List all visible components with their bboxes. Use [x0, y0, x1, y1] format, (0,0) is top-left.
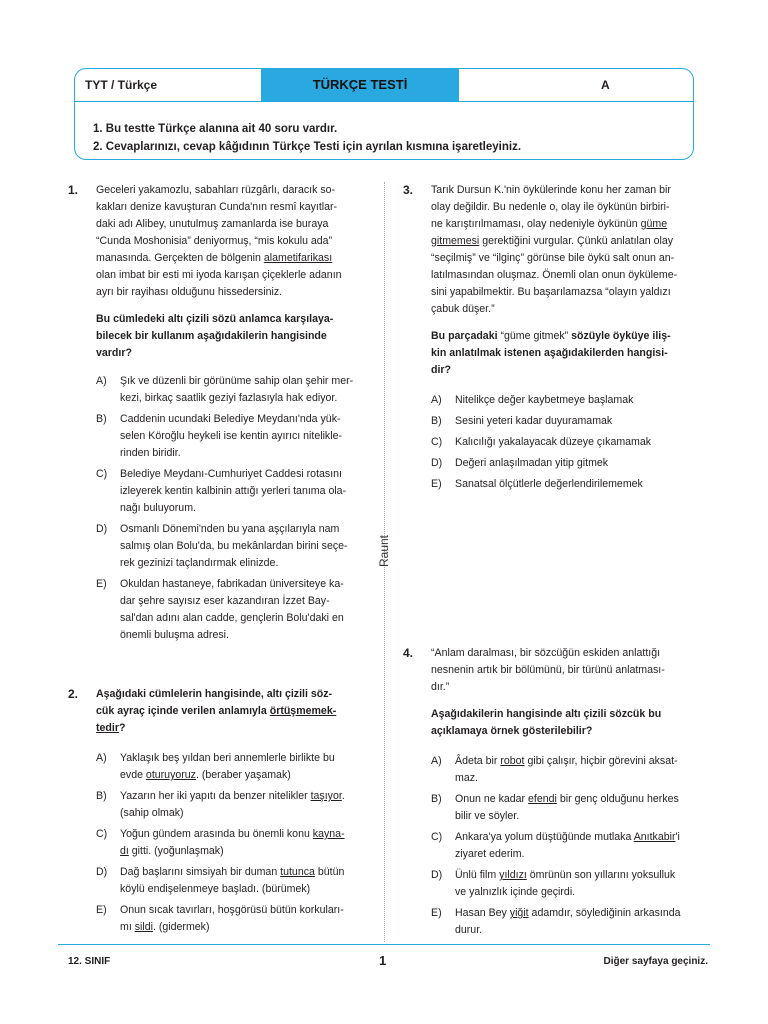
question-stem: açıklamaya örnek gösterilebilir? — [431, 725, 593, 737]
question-1 — [96, 182, 368, 644]
publisher-label: Raunt — [377, 534, 392, 568]
question-2-number: 2. — [68, 687, 79, 701]
question-stem: bilecek bir kullanım aşağıdakilerin hangisinde — [96, 330, 327, 342]
passage-line: “Anlam daralması, bir sözcüğün eskiden anlattığı — [431, 647, 661, 659]
option-e[interactable]: E) Hasan Bey yiğit adamdır, söylediğinin arkasında durur. — [431, 907, 681, 936]
option-b[interactable]: B) Yazarın her iki yapıtı da benzer nitelikler taşıyor. (sahip olmak) — [96, 790, 345, 819]
passage-line: dır.” — [431, 681, 450, 693]
passage-line: olay değildir. Bu nedenle o, olay ile öykünün birbiri- — [431, 201, 670, 213]
question-stem: vardır? — [96, 347, 132, 359]
option-a[interactable]: A) Yaklaşık beş yıldan beri annemlerle birlikte bu evde oturuyoruz. (beraber yaşamak) — [96, 752, 335, 781]
passage-line: gitmemesi gerektiğini vurgular. Çünkü anlatılan olay — [431, 235, 674, 247]
underlined-word: alametifarikası — [263, 252, 333, 264]
option-b[interactable]: B) Sesini yeteri kadar duyuramamak — [431, 415, 613, 427]
option-d[interactable]: D) Değeri anlaşılmadan yitip gitmek — [431, 457, 609, 469]
next-page-note: Diğer sayfaya geçiniz. — [603, 956, 708, 967]
option-a[interactable]: A) Âdeta bir robot gibi çalışır, hiçbir görevini aksat- maz. — [431, 755, 678, 784]
question-3-number: 3. — [403, 183, 414, 197]
booklet-letter: A — [601, 78, 610, 92]
question-3 — [431, 182, 703, 493]
option-c[interactable]: C) Belediye Meydanı-Cumhuriyet Caddesi rotasını izleyerek kentin kalbinin attığı yerleri tanıma ola- nağı buluyorum. — [96, 468, 347, 514]
instruction-2: 2. Cevaplarınızı, cevap kâğıdının Türkçe Testi için ayrılan kısmına işaretleyiniz. — [93, 141, 522, 153]
option-b[interactable]: B) Onun ne kadar efendi bir genç olduğunu herkes bilir ve söyler. — [431, 793, 679, 822]
passage-line: nesnenin artık bir bölümünü, bir türünü anlatması- — [431, 664, 665, 676]
question-stem: Aşağıdaki cümlelerin hangisinde, altı çizili söz- — [96, 688, 333, 700]
question-1-number: 1. — [68, 183, 79, 197]
passage-line: daki adı Alibey, unutulmuş zamanlarda ise buraya — [96, 218, 329, 230]
option-d[interactable]: D) Ünlü film yıldızı ömrünün son yıllarını yoksulluk ve yalnızlık içinde geçirdi. — [431, 869, 676, 898]
header-row — [75, 69, 693, 102]
option-d[interactable]: D) Dağ başlarını simsiyah bir duman tutunca bütün köylü endişelenmeye başladı. (bürümek) — [96, 866, 345, 895]
passage-line: latılmasından oluşmaz. Önemli olan onun öyküleme- — [431, 269, 678, 281]
question-stem: kin anlatılmak istenen aşağıdakilerden hangisi- — [431, 347, 668, 359]
question-stem: Bu cümledeki altı çizili sözü anlamca karşılaya- — [96, 313, 334, 325]
option-b[interactable]: B) Caddenin ucundaki Belediye Meydanı'nda yük- selen Köroğlu heykeli ise kentin ayırıcı nitelikle- rinden biridir. — [96, 413, 342, 459]
option-e[interactable]: E) Onun sıcak tavırları, hoşgörüsü bütün korkuları- mı sildi. (gidermek) — [96, 904, 344, 933]
passage-line: olan imbat bir esti mi iyoda karışan çiçeklerle adanın — [96, 269, 342, 281]
question-stem: tedir? — [96, 722, 126, 734]
option-c[interactable]: C) Ankara'ya yolum düştüğünde mutlaka Anıtkabir'i ziyaret ederim. — [431, 831, 680, 860]
option-e[interactable]: E) Sanatsal ölçütlerle değerlendirilememek — [431, 478, 643, 490]
option-d[interactable]: D) Osmanlı Dönemi'nden bu yana aşçılarıyla nam salmış olan Bolu'da, bu mekânlardan birini seçe- rek gezinizi taçlandırmak elinizde. — [96, 523, 348, 569]
passage-line: manasında. Gerçekten de bölgenin alametifarikası — [96, 252, 333, 264]
passage-line: ne karıştırılmaması, olay nedeniyle öykünün güme — [431, 218, 668, 230]
passage-line: sini yapabilmektir. Bu başarılamazsa “olayın yaldızı — [431, 286, 671, 298]
question-stem: Aşağıdakilerin hangisinde altı çizili sözcük bu — [431, 708, 662, 720]
option-a[interactable]: A) Şık ve düzenli bir görünüme sahip olan şehir mer- kezi, birkaç saatlik geziyi fazlasıyla hak ediyor. — [96, 375, 354, 404]
passage-line: Tarık Dursun K.'nin öykülerinde konu her zaman bir — [431, 184, 671, 196]
instruction-1: 1. Bu testte Türkçe alanına ait 40 soru vardır. — [93, 123, 338, 135]
passage-line: “Cunda Moshonisia” deniyormuş, “mis kokulu ada” — [96, 235, 333, 247]
underlined-word: güme — [640, 218, 668, 230]
question-stem: Bu parçadaki “güme gitmek” sözüyle öyküye iliş- — [431, 330, 671, 342]
option-a[interactable]: A) Nitelikçe değer kaybetmeye başlamak — [431, 394, 634, 406]
question-4-number: 4. — [403, 646, 414, 660]
option-e[interactable]: E) Okuldan hastaneye, fabrikadan üniversiteye ka- dar şehre sayısız eser kazandıran İzzet Bay- sal'dan adını alan cadde, gençlerin Bolu'daki en önemli buluşma adresi. — [96, 578, 344, 641]
footer-divider — [58, 944, 710, 945]
passage-line: çabuk düşer.” — [431, 303, 495, 315]
subject-label: TYT / Türkçe — [85, 78, 158, 92]
question-stem: dir? — [431, 364, 452, 376]
option-c[interactable]: C) Yoğun gündem arasında bu önemli konu kayna- dı gitti. (yoğunlaşmak) — [96, 828, 345, 857]
passage-line: “seçilmiş” ve “ilginç” görünse bile öykü salt onun an- — [431, 252, 675, 264]
option-c[interactable]: C) Kalıcılığı yakalayacak düzeye çıkamamak — [431, 436, 652, 448]
passage-line: ayrı bir rayihası olduğunu hissedersiniz. — [96, 286, 283, 298]
test-title: TÜRKÇE TESTİ — [261, 68, 459, 101]
underlined-word: gitmemesi — [431, 235, 480, 247]
question-2 — [96, 686, 368, 936]
grade-label: 12. SINIF — [68, 956, 111, 967]
question-4 — [431, 645, 703, 939]
passage-line: Geceleri yakamozlu, sabahları rüzgârlı, daracık so- — [96, 184, 336, 196]
passage-line: kakları denize kavuşturan Cunda'nın resmî kayıtlar- — [96, 201, 338, 213]
page-number: 1 — [379, 953, 387, 968]
question-stem: cük ayraç içinde verilen anlamıyla örtüşmemek- — [96, 705, 337, 717]
test-header — [74, 68, 694, 160]
